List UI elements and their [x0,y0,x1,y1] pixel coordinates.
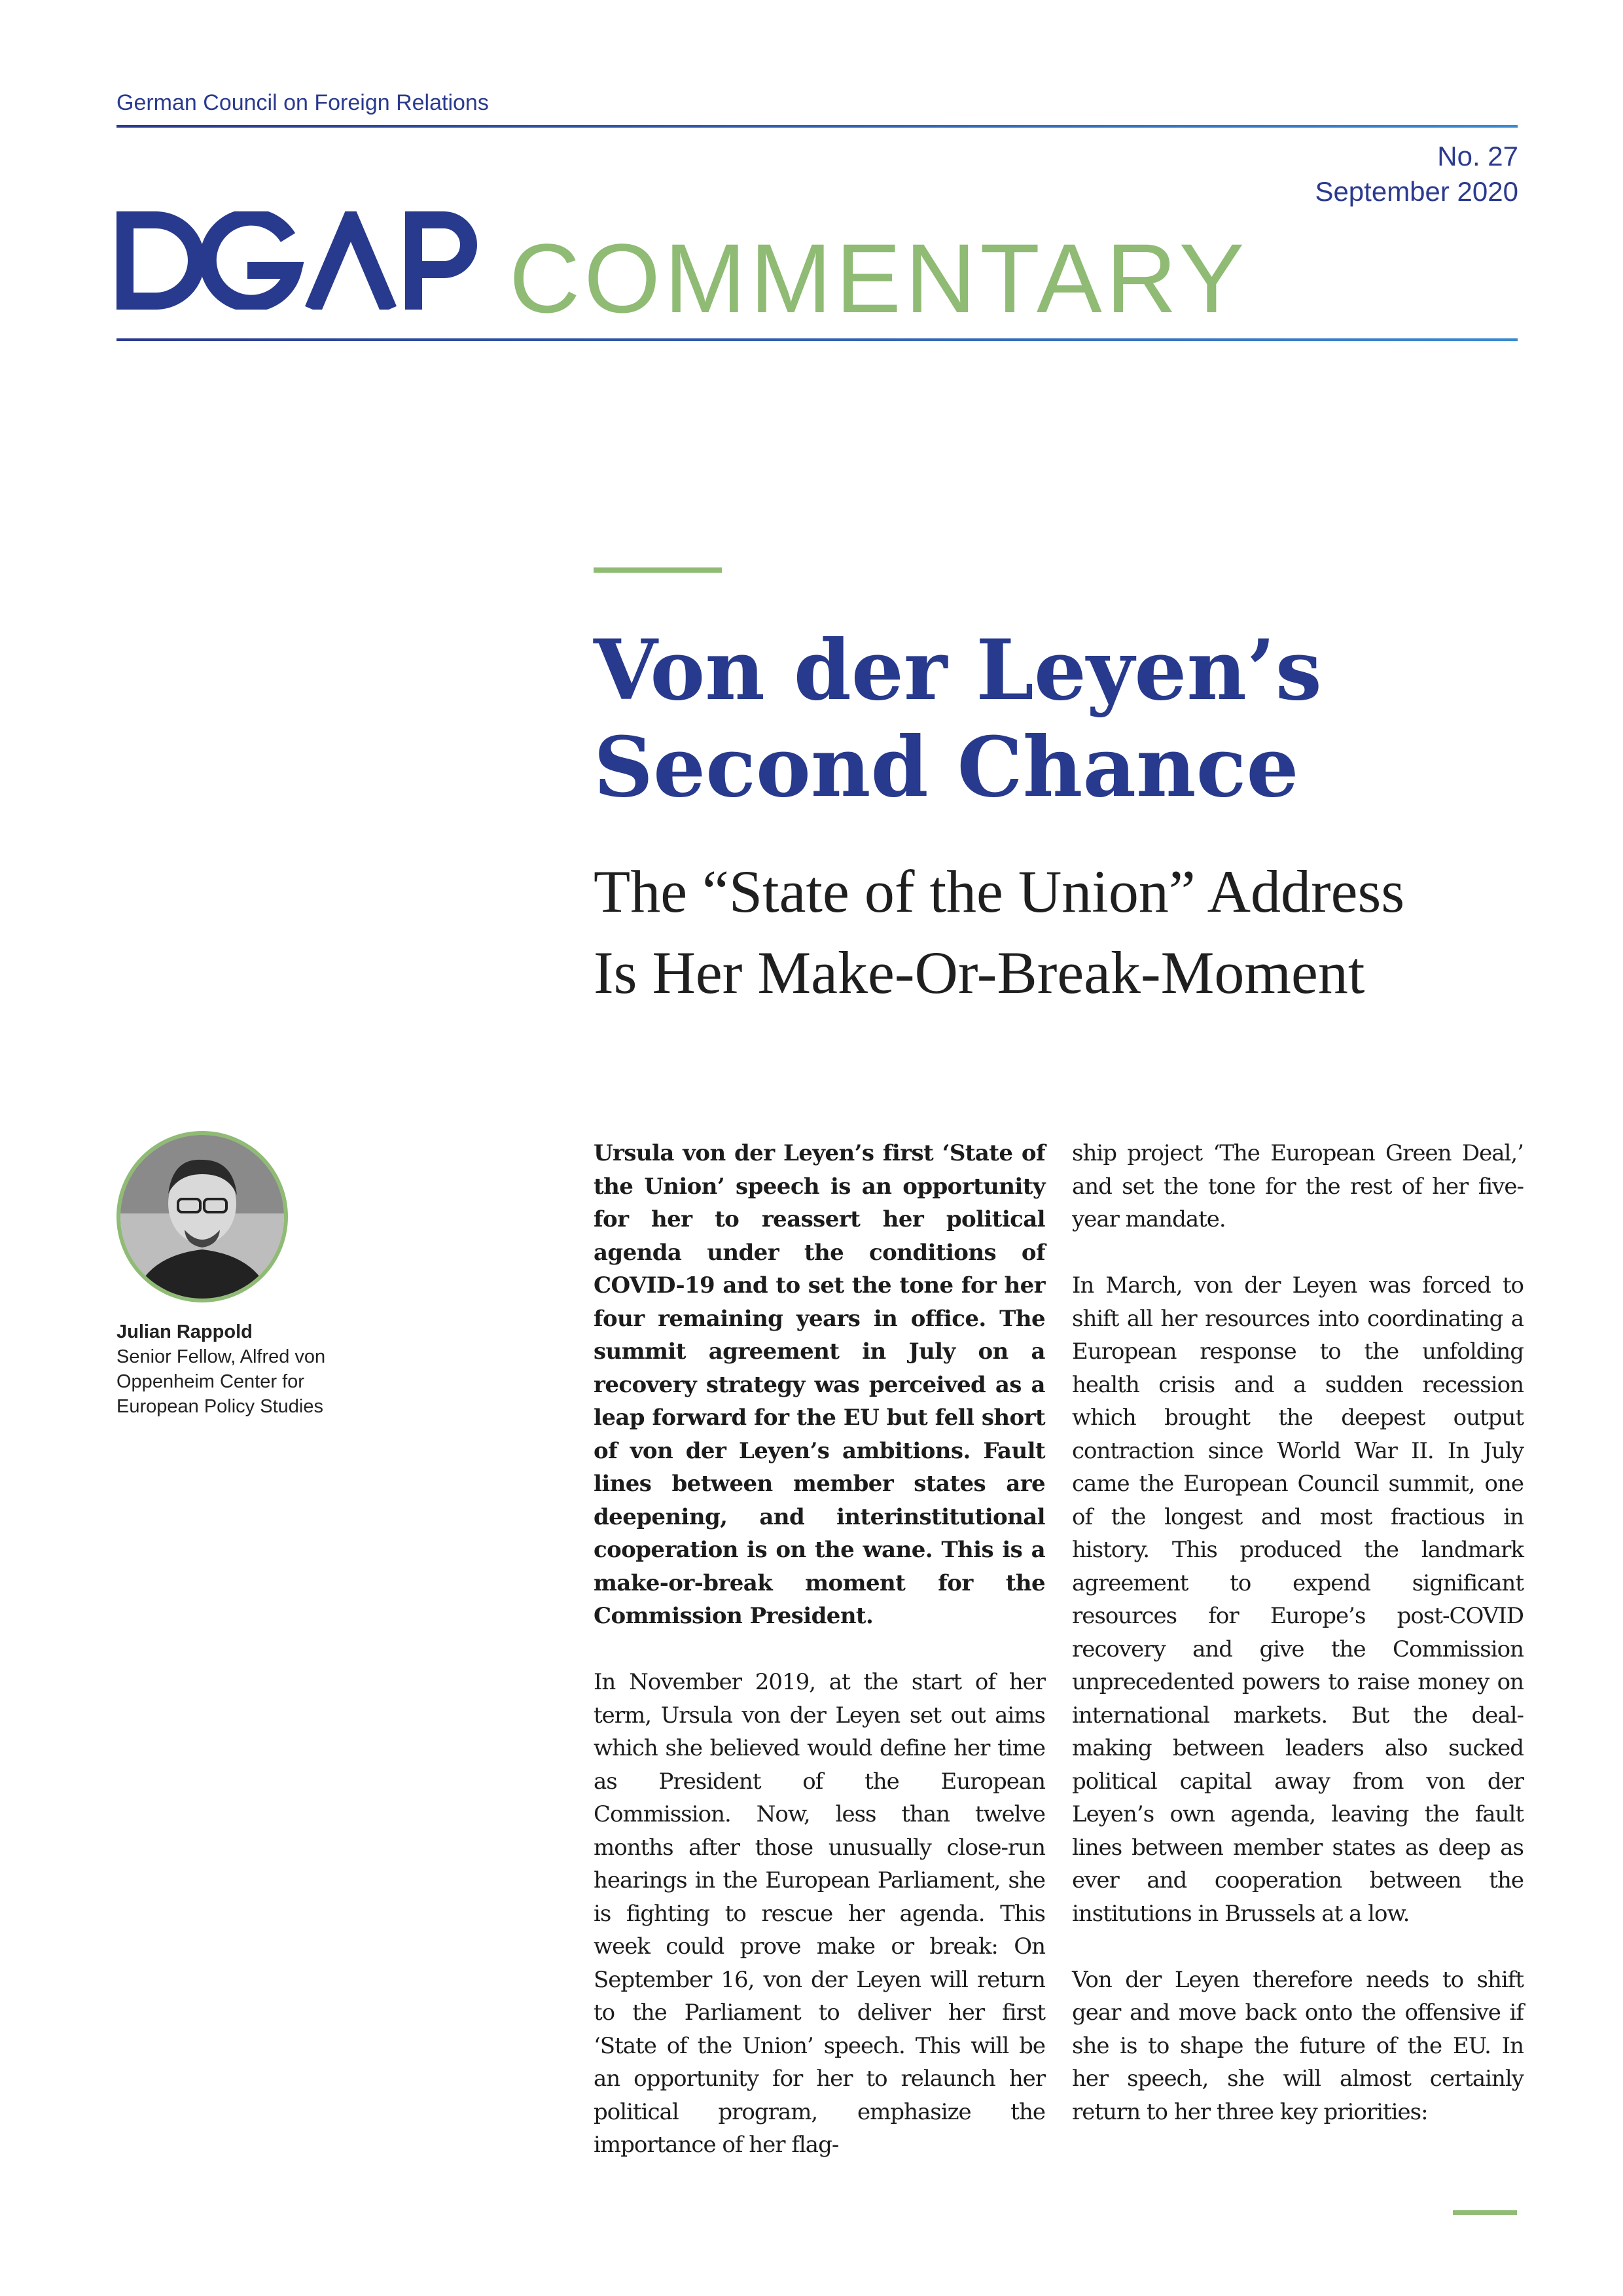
author-role-line-2: Oppenheim Center for [116,1371,304,1392]
issue-info [1315,139,1518,209]
dgap-logo [116,211,483,310]
text-column-2 [1072,1137,1524,2162]
author-photo-icon [120,1135,284,1299]
article-subtitle [594,851,1523,1013]
footer-accent-bar [1453,2210,1517,2215]
text-column-1 [594,1137,1045,2195]
header-rule [116,338,1518,341]
article-title [594,622,1510,816]
body-paragraph-3: Von der Leyen therefore needs to shift gear and move back onto the offensive if she is to shape the future of the EU. In her speech, she will almost certainly return to her three key priorities: [1072,1966,1524,2125]
title-line-2: Second Chance [594,719,1299,816]
issue-number: No. 27 [1437,141,1518,171]
lead-paragraph: Ursula von der Leyen’s first ‘State of the Union’ speech is an opportunity for her to reassert her political agenda under the conditions of COVID-19 and to set the tone for her four remaining years in office. The summit agreement in July on a recovery strategy was perceived as a leap forward for the EU but fell short of von der Leyen’s ambitions. Fault lines between member states are deepening, and interinstitutional cooperation is on the wane. This is a make-or-break moment for the Commission President. [594,1140,1045,1629]
title-accent-bar [594,567,722,573]
subtitle-line-1: The “State of the Union” Address [594,858,1405,925]
body-paragraph-1: In November 2019, at the start of her term, Ursula von der Leyen set out aims which she believed would define her time as President of the European Commission. Now, less than twelve months after those unusually close-run hearings in the European Parliament, she is fighting to rescue her agenda. This week could prove make or break: On September 16, von der Leyen will return to the Parliament to deliver her first ‘State of the Union’ speech. This will be an opportunity for her to relaunch her political program, emphasize the importance of her flag- [594,1669,1045,2158]
author-avatar [116,1131,288,1302]
author-role-line-1: Senior Fellow, Alfred von [116,1346,326,1367]
organization-name: German Council on Foreign Relations [116,90,489,115]
author-role-line-3: European Policy Studies [116,1396,323,1417]
author-info [116,1319,378,1419]
title-line-1: Von der Leyen’s [594,622,1322,719]
body-paragraph-2: In March, von der Leyen was forced to shift all her resources into coordinating a European response to the unfolding health crisis and a sudden recession which brought the deepest output contraction since World War II. In July came the European Council summit, one of the longest and most fractious in history. This produced the landmark agreement to expend significant resources for Europe’s post-COVID recovery and give the Commission unprecedented powers to raise money on international markets. But the deal-making between leaders also sucked political capital away from von der Leyen’s own agenda, leaving the fault lines between member states as deep as ever and cooperation between the institutions in Brussels at a low. [1072,1272,1524,1927]
issue-date: September 2020 [1315,176,1518,207]
series-title: COMMENTARY [509,223,1249,333]
body-paragraph-1-continued: ship project ‘The European Green Deal,’ and set the tone for the rest of her five-year mandate. [1072,1140,1524,1232]
author-name: Julian Rappold [116,1321,253,1342]
top-rule [116,125,1518,128]
subtitle-line-2: Is Her Make-Or-Break-Moment [594,939,1365,1006]
